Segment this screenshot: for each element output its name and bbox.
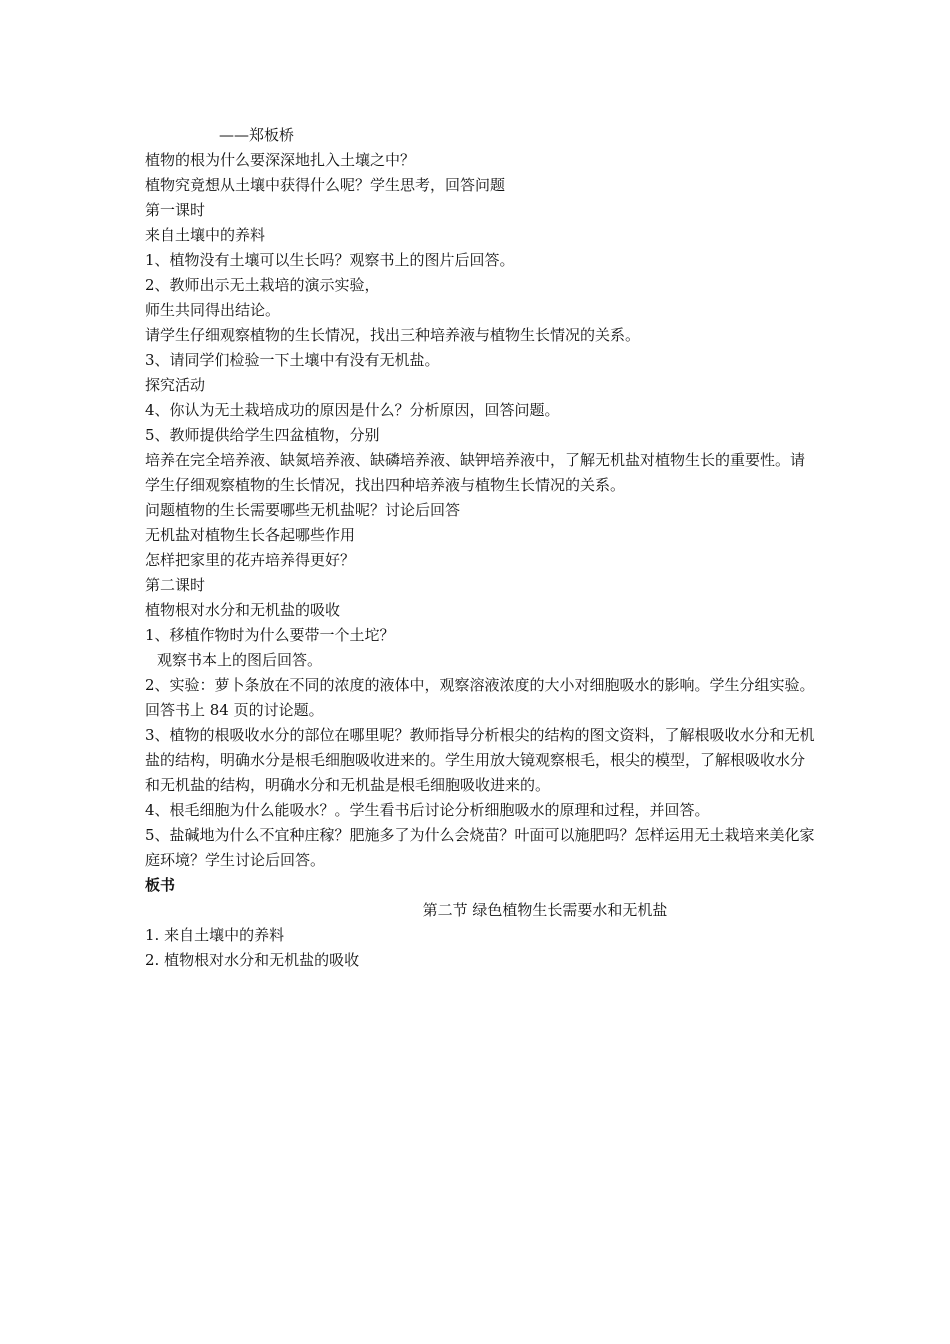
lesson1-observe-instruction: 请学生仔细观察植物的生长情况，找出三种培养液与植物生长情况的关系。 <box>145 326 641 344</box>
lesson1-item-4: 4、你认为无土栽培成功的原因是什么？分析原因，回答问题。 <box>145 401 560 419</box>
lesson2-item-1-note: 观察书本上的图后回答。 <box>157 651 323 669</box>
lesson1-item-5-detail: 培养在完全培养液、缺氮培养液、缺磷培养液、缺钾培养液中，了解无机盐对植物生长的重要性。请学生仔细观察植物的生长情况，找出四种培养液与植物生长情况的关系。 <box>145 451 806 494</box>
attribution: ——郑板桥 <box>219 126 295 144</box>
lesson2-topic: 植物根对水分和无机盐的吸收 <box>145 601 341 619</box>
board-heading: 板书 <box>145 876 176 894</box>
lesson2-item-1: 1、移植作物时为什么要带一个土坨？ <box>145 626 395 644</box>
lesson1-item-2: 2、教师出示无土栽培的演示实验， <box>145 276 380 294</box>
board-item-1: 1. 来自土壤中的养料 <box>145 926 285 944</box>
activity-heading: 探究活动 <box>145 376 206 394</box>
board-title: 第二节 绿色植物生长需要水和无机盐 <box>422 901 668 919</box>
lesson2-item-5: 5、盐碱地为什么不宜种庄稼？肥施多了为什么会烧苗？叶面可以施肥吗？怎样运用无土栽培来美化家庭环境？学生讨论后回答。 <box>145 826 815 869</box>
lesson1-question-effects: 无机盐对植物生长各起哪些作用 <box>145 526 356 544</box>
lesson1-topic: 来自土壤中的养料 <box>145 226 266 244</box>
lesson1-question-flowers: 怎样把家里的花卉培养得更好？ <box>145 551 356 569</box>
document-body <box>145 123 815 973</box>
lesson1-item-5: 5、教师提供给学生四盆植物，分别 <box>145 426 380 444</box>
lesson2-item-3: 3、植物的根吸收水分的部位在哪里呢？教师指导分析根尖的结构的图文资料，了解根吸收水分和无机盐的结构，明确水分是根毛细胞吸收进来的。学生用放大镜观察根毛，根尖的模型，了解根吸收水分和无机盐的结构，明确水分和无机盐是根毛细胞吸收进来的。 <box>145 726 815 794</box>
lesson1-item-1: 1、植物没有土壤可以生长吗？观察书上的图片后回答。 <box>145 251 515 269</box>
board-item-2: 2. 植物根对水分和无机盐的吸收 <box>145 951 360 969</box>
intro-question-1: 植物的根为什么要深深地扎入土壤之中？ <box>145 151 416 169</box>
intro-question-2: 植物究竟想从土壤中获得什么呢？学生思考，回答问题 <box>145 176 506 194</box>
lesson1-heading: 第一课时 <box>145 201 206 219</box>
lesson2-item-4: 4、根毛细胞为什么能吸水？。学生看书后讨论分析细胞吸水的原理和过程，并回答。 <box>145 801 710 819</box>
lesson2-item-2: 2、实验：萝卜条放在不同的浓度的液体中，观察溶液浓度的大小对细胞吸水的影响。学生分组实验。 <box>145 676 815 694</box>
lesson2-heading: 第二课时 <box>145 576 206 594</box>
lesson1-item-3: 3、请同学们检验一下土壤中有没有无机盐。 <box>145 351 440 369</box>
lesson2-item-2-note: 回答书上 84 页的讨论题。 <box>145 701 324 719</box>
lesson1-question-minerals: 问题植物的生长需要哪些无机盐呢？讨论后回答 <box>145 501 461 519</box>
lesson1-item-2-continued: 师生共同得出结论。 <box>145 301 281 319</box>
